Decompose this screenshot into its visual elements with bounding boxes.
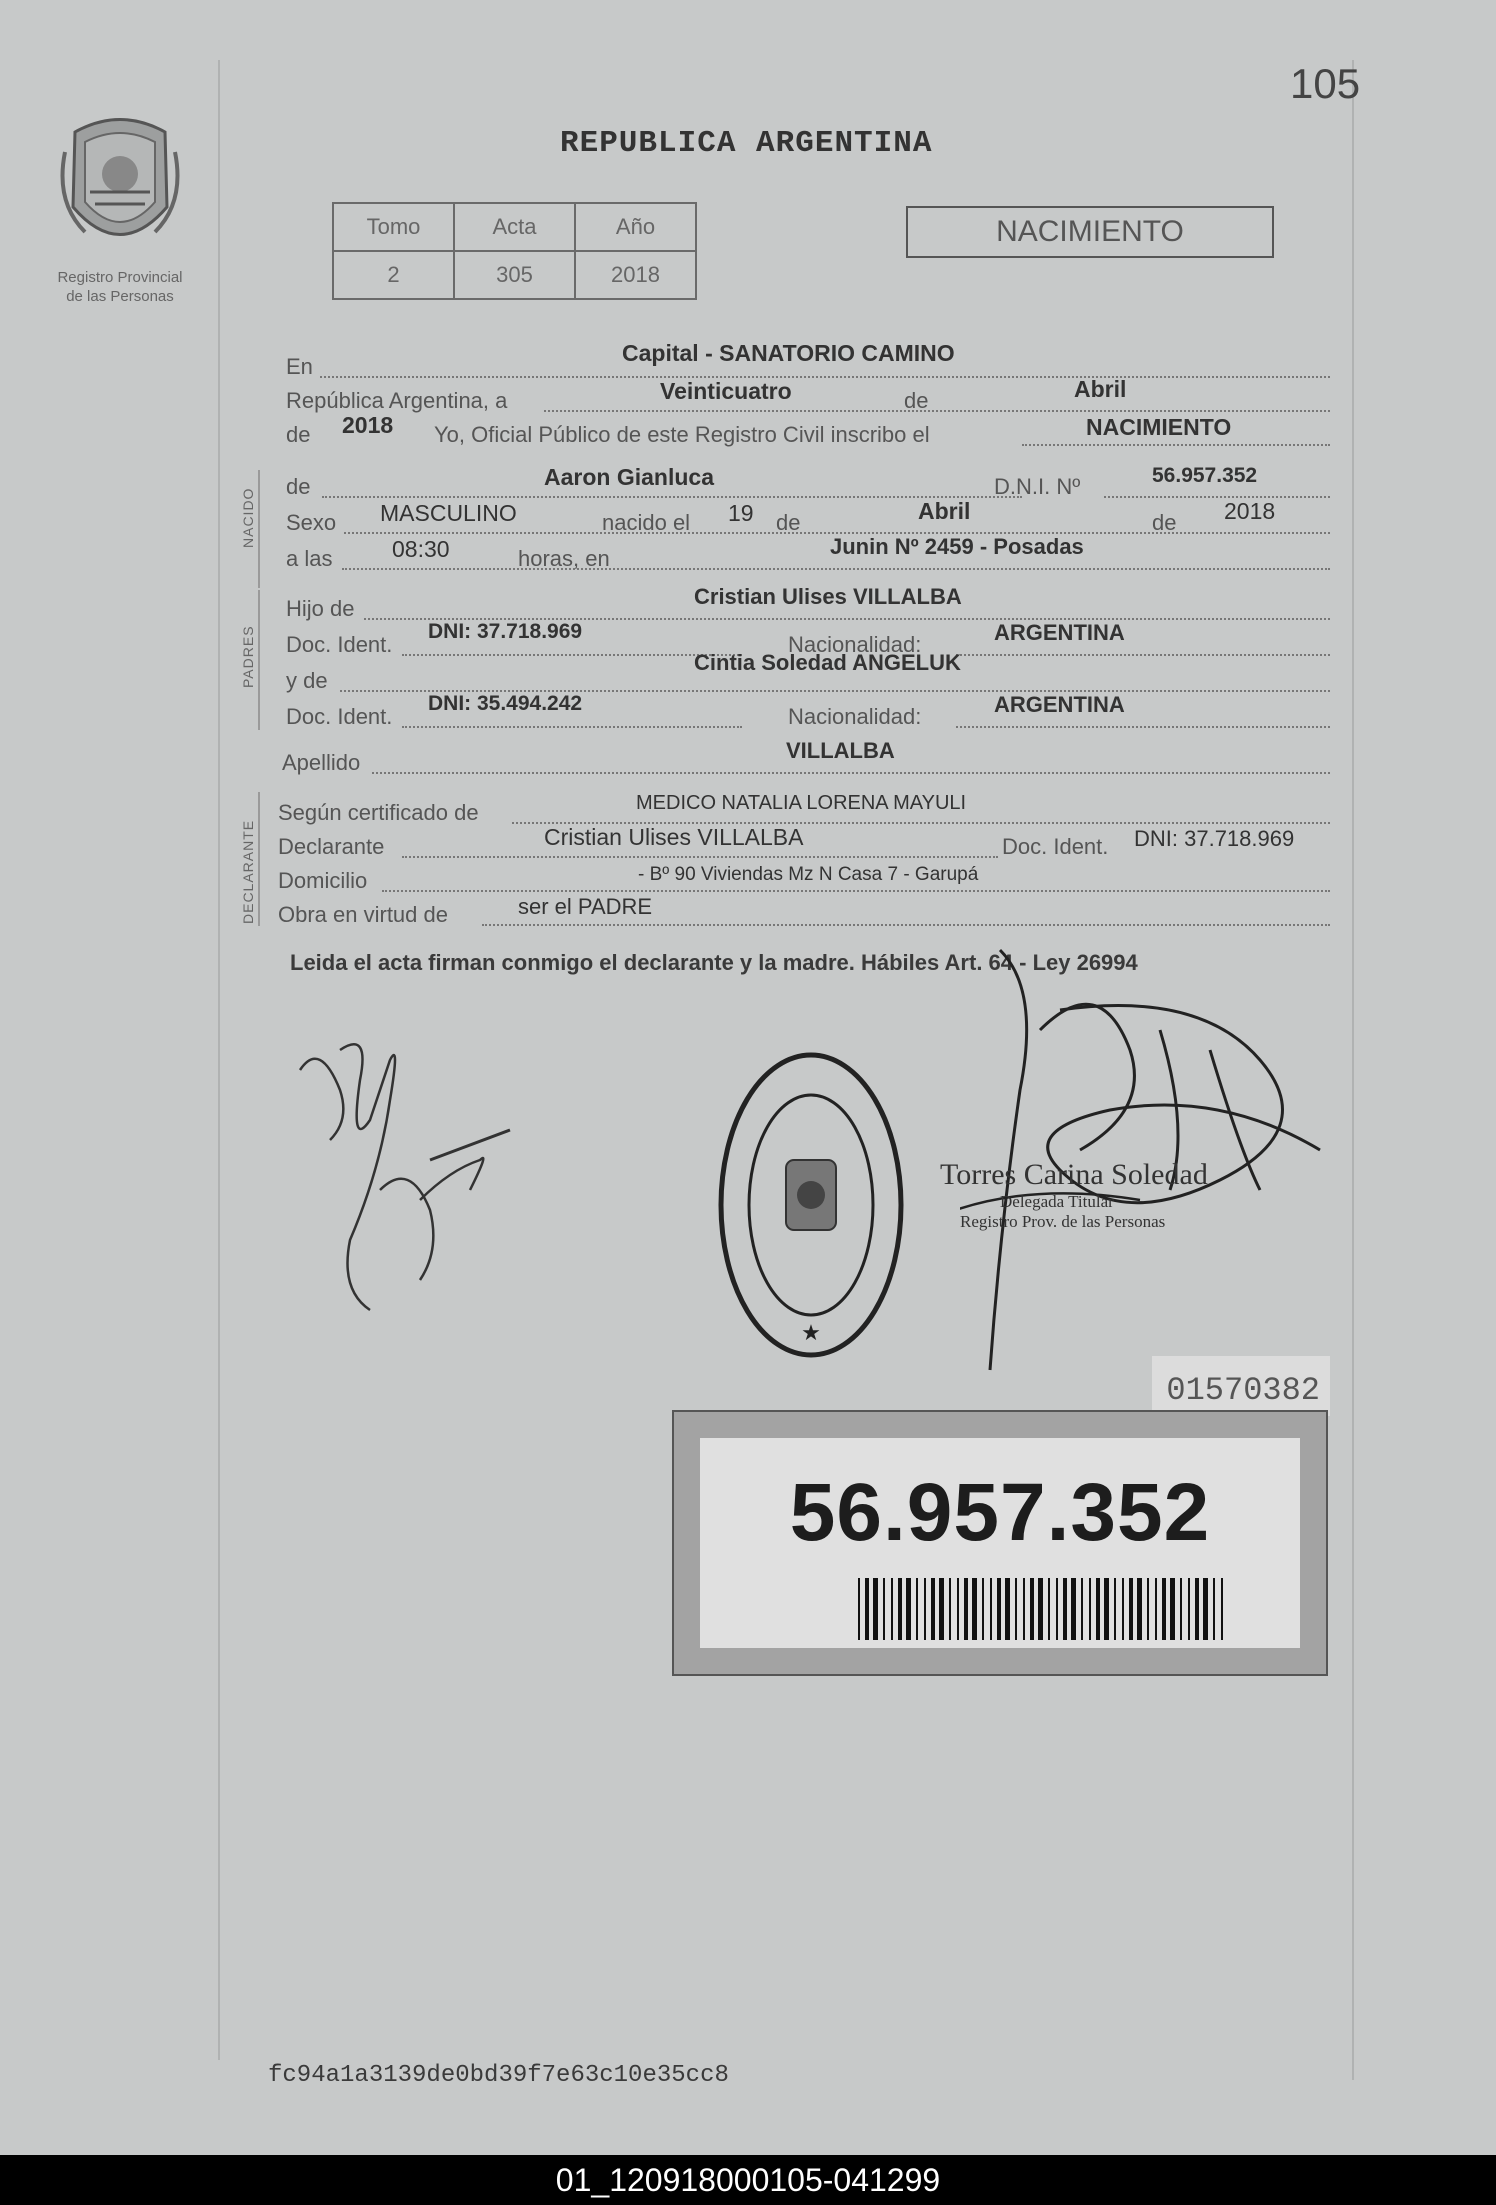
domicilio-label: Domicilio bbox=[278, 868, 368, 893]
nacionalidad-label-2: Nacionalidad: bbox=[788, 704, 922, 729]
domicilio-value: - Bº 90 Viviendas Mz N Casa 7 - Garupá bbox=[638, 864, 979, 885]
segun-value: MEDICO NATALIA LORENA MAYULI bbox=[636, 792, 967, 814]
stamp-official-office: Registro Prov. de las Personas bbox=[960, 1212, 1166, 1231]
doc-ident-label-1: Doc. Ident. bbox=[286, 632, 393, 657]
child-name: Aaron Gianluca bbox=[544, 464, 714, 490]
declarante-value: Cristian Ulises VILLALBA bbox=[544, 824, 804, 850]
segun-label: Según certificado de bbox=[278, 800, 479, 825]
row-en bbox=[282, 340, 1332, 380]
father-nationality: ARGENTINA bbox=[994, 620, 1125, 645]
republica-label: República Argentina, a bbox=[286, 388, 508, 413]
dni-label: D.N.I. Nº bbox=[994, 474, 1081, 499]
father-name: Cristian Ulises VILLALBA bbox=[694, 584, 962, 609]
month: Abril bbox=[1074, 376, 1127, 402]
section-label-declarante: DECLARANTE bbox=[240, 819, 256, 924]
sexo-value: MASCULINO bbox=[380, 500, 517, 526]
section-label-nacido: NACIDO bbox=[240, 487, 256, 548]
row-domicilio bbox=[278, 864, 1332, 894]
apellido-value: VILLALBA bbox=[786, 738, 895, 763]
crest-label-line1: Registro Provincial bbox=[57, 269, 183, 286]
birth-month: Abril bbox=[918, 498, 971, 524]
obra-label: Obra en virtud de bbox=[278, 902, 448, 927]
stamp-official-name: Torres Carina Soledad bbox=[940, 1158, 1208, 1191]
row-obra bbox=[278, 894, 1332, 928]
de-name-label: de bbox=[286, 474, 311, 499]
document-hash: fc94a1a3139de0bd39f7e63c10e35cc8 bbox=[268, 2062, 729, 2089]
header-acta: Acta bbox=[454, 203, 575, 251]
svg-text:★: ★ bbox=[801, 1321, 821, 1346]
mother-doc: DNI: 35.494.242 bbox=[428, 692, 583, 715]
de-label-3: de bbox=[776, 510, 801, 535]
section-label-padres: PADRES bbox=[240, 625, 256, 688]
section-line-declarante bbox=[258, 792, 260, 926]
record-table bbox=[332, 202, 697, 300]
day-words: Veinticuatro bbox=[660, 378, 792, 404]
margin-line-left bbox=[218, 60, 220, 2060]
row-sexo bbox=[282, 498, 1332, 536]
signature-official-icon bbox=[960, 930, 1340, 1380]
father-doc: DNI: 37.718.969 bbox=[428, 620, 583, 643]
row-segun bbox=[278, 792, 1332, 826]
mother-name: Cintia Soledad ANGELUK bbox=[694, 650, 961, 675]
y-de-label: y de bbox=[286, 668, 328, 693]
row-inscribo bbox=[282, 412, 1332, 448]
inscribo-value: NACIMIENTO bbox=[1086, 414, 1232, 440]
nacionalidad-label-1: Nacionalidad: bbox=[788, 632, 922, 657]
obra-value: ser el PADRE bbox=[518, 894, 653, 919]
apellido-label: Apellido bbox=[282, 750, 361, 775]
stamp-official-role: Delegada Titular bbox=[1000, 1192, 1114, 1211]
crest-label-line2: de las Personas bbox=[66, 288, 174, 305]
nacido-label: nacido el bbox=[602, 510, 691, 535]
section-line-nacido bbox=[258, 470, 260, 588]
barcode-icon bbox=[858, 1578, 1228, 1640]
header-anio: Año bbox=[575, 203, 696, 251]
row-nombre bbox=[282, 464, 1332, 500]
dni-label-sticker bbox=[672, 1410, 1328, 1676]
birth-year: 2018 bbox=[1224, 498, 1276, 524]
record-type-box: NACIMIENTO bbox=[906, 206, 1274, 258]
official-stamp bbox=[940, 1158, 1208, 1232]
page-number: 105 bbox=[1290, 60, 1361, 107]
birth-place: Junin Nº 2459 - Posadas bbox=[830, 534, 1084, 559]
mother-nationality: ARGENTINA bbox=[994, 692, 1125, 717]
hijo-label: Hijo de bbox=[286, 596, 355, 621]
birth-day: 19 bbox=[728, 500, 754, 526]
row-madre bbox=[282, 650, 1332, 694]
horas-label: horas, en bbox=[518, 546, 610, 571]
row-padre bbox=[282, 584, 1332, 622]
footer-id: 01_120918000105-041299 bbox=[0, 2155, 1496, 2205]
header-tomo: Tomo bbox=[333, 203, 454, 251]
doc-ident-label-2: Doc. Ident. bbox=[286, 704, 393, 729]
legal-text: Leida el acta firman conmigo el declarante y la madre. Hábiles Art. 64 - Ley 26994 bbox=[290, 950, 1138, 975]
dni-value: 56.957.352 bbox=[1152, 464, 1258, 487]
row-hora bbox=[282, 534, 1332, 572]
document-title: REPUBLICA ARGENTINA bbox=[560, 126, 933, 161]
official-seal-icon bbox=[716, 1050, 906, 1360]
de-label-2: de bbox=[286, 422, 311, 447]
de-label-4: de bbox=[1152, 510, 1177, 535]
province-crest bbox=[40, 112, 200, 312]
oficial-text: Yo, Oficial Público de este Registro Civil inscribo el bbox=[434, 422, 930, 447]
row-declarante bbox=[278, 824, 1332, 860]
margin-line-right bbox=[1352, 60, 1354, 2080]
sexo-label: Sexo bbox=[286, 510, 337, 535]
value-acta: 305 bbox=[454, 251, 575, 299]
control-number: 01570382 bbox=[1152, 1356, 1330, 1416]
crest-emblem-icon bbox=[55, 112, 185, 262]
doc-ident-label-3: Doc. Ident. bbox=[1002, 834, 1109, 859]
value-anio: 2018 bbox=[575, 251, 696, 299]
year: 2018 bbox=[342, 412, 394, 438]
birth-time: 08:30 bbox=[392, 536, 450, 562]
dni-label-number: 56.957.352 bbox=[789, 1467, 1211, 1558]
en-label: En bbox=[286, 354, 313, 379]
section-line-padres bbox=[258, 590, 260, 730]
row-fecha bbox=[282, 376, 1332, 414]
declarante-label: Declarante bbox=[278, 834, 385, 859]
en-value: Capital - SANATORIO CAMINO bbox=[622, 340, 955, 366]
de-label-1: de bbox=[904, 388, 929, 413]
declarante-doc: DNI: 37.718.969 bbox=[1134, 826, 1295, 851]
value-tomo: 2 bbox=[333, 251, 454, 299]
row-madre-doc bbox=[282, 692, 1332, 730]
signature-declarante-icon bbox=[280, 1020, 540, 1340]
row-apellido bbox=[282, 738, 1332, 776]
a-las-label: a las bbox=[286, 546, 333, 571]
